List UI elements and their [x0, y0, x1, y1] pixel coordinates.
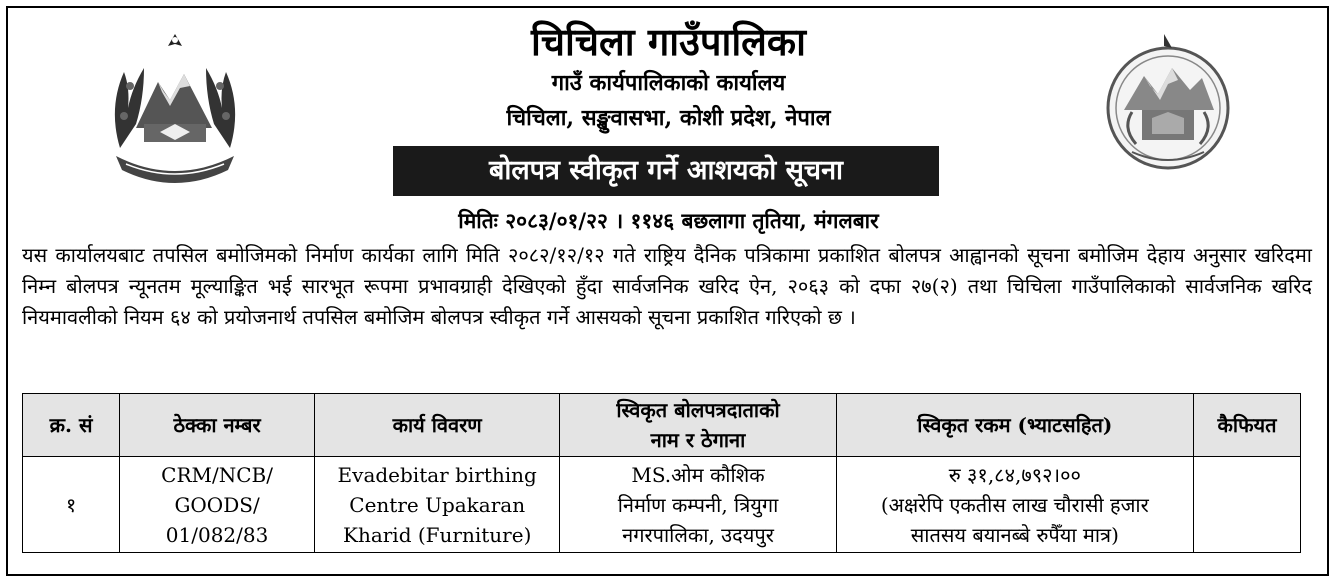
header-bidder-line: नाम र ठेगाना [650, 428, 746, 452]
table-row [23, 457, 1301, 553]
cell-line: Kharid (Furniture) [343, 522, 532, 547]
header-description: कार्य विवरण [315, 394, 560, 457]
notice-paragraph: यस कार्यालयबाट तपसिल बमोजिमको निर्माण कार्यका लागि मिति २०८२/१२/१२ गते राष्ट्रिय दैनिक पत्रिकामा प्रकाशित बोलपत्र आह्वानको सूचना बमोजिम देहाय अनुसार खरिदमा निम्न बोलपत्र न्यूनतम मूल्याङ्कित भई सारभूत रूपमा प्रभावग्राही देखिएको हुँदा सार्वजनिक खरिद ऐन, २०६३ को दफा २७(२) तथा चिचिला गाउँपालिकाको सार्वजनिक खरिद नियमावलीको नियम ६४ को प्रयोजनार्थ तपसिल बमोजिम बोलपत्र स्वीकृत गर्ने आसयको सूचना प्रकाशित गरिएको छ । [22, 243, 1312, 329]
office-address: चिचिला, सङ्खुवासभा, कोशी प्रदेश, नेपाल [506, 105, 831, 131]
cell-bidder [560, 457, 836, 553]
cell-line: रु ३१,८४,७९२।०० [948, 462, 1081, 487]
cell-remarks [1194, 457, 1301, 553]
cell-contract-no [120, 457, 315, 553]
header-serial: क्र. सं [23, 394, 120, 457]
cell-line: निर्माण कम्पनी, त्रियुगा [617, 492, 779, 517]
office-name: गाउँ कार्यपालिकाको कार्यालय [551, 70, 786, 96]
cell-serial: १ [23, 457, 120, 553]
cell-description [315, 457, 560, 553]
notice-date: मितिः २०८३/०१/२२ । ११४६ बछलागा तृतिया, मंगलबार [458, 208, 879, 233]
header-remarks: कैफियत [1194, 394, 1301, 457]
cell-line: CRM/NCB/ [161, 462, 273, 487]
municipality-title: चिचिला गाउँपालिका [531, 19, 806, 64]
cell-line: नगरपालिका, उदयपुर [622, 522, 774, 547]
header-contract-no: ठेक्का नम्बर [120, 394, 315, 457]
header-bidder-line: स्विकृत बोलपत्रदाताको [616, 398, 780, 422]
header-bidder [560, 394, 836, 457]
cell-line: Evadebitar birthing [337, 462, 537, 487]
cell-line: (अक्षरेपि एकतीस लाख चौरासी हजार [880, 492, 1149, 517]
cell-line: GOODS/ [174, 492, 260, 517]
cell-line: MS.ओम कौशिक [631, 462, 765, 487]
cell-amount [836, 457, 1193, 553]
cell-line: सातसय बयानब्बे रुपैँया मात्र) [910, 522, 1119, 547]
cell-line: 01/082/83 [165, 522, 269, 547]
table-header-row [23, 394, 1301, 457]
header-amount: स्विकृत रकम (भ्याटसहित) [836, 394, 1193, 457]
tender-table [22, 393, 1301, 553]
notice-title-banner: बोलपत्र स्वीकृत गर्ने आशयको सूचना [393, 146, 939, 196]
cell-line: Centre Upakaran [349, 492, 526, 517]
